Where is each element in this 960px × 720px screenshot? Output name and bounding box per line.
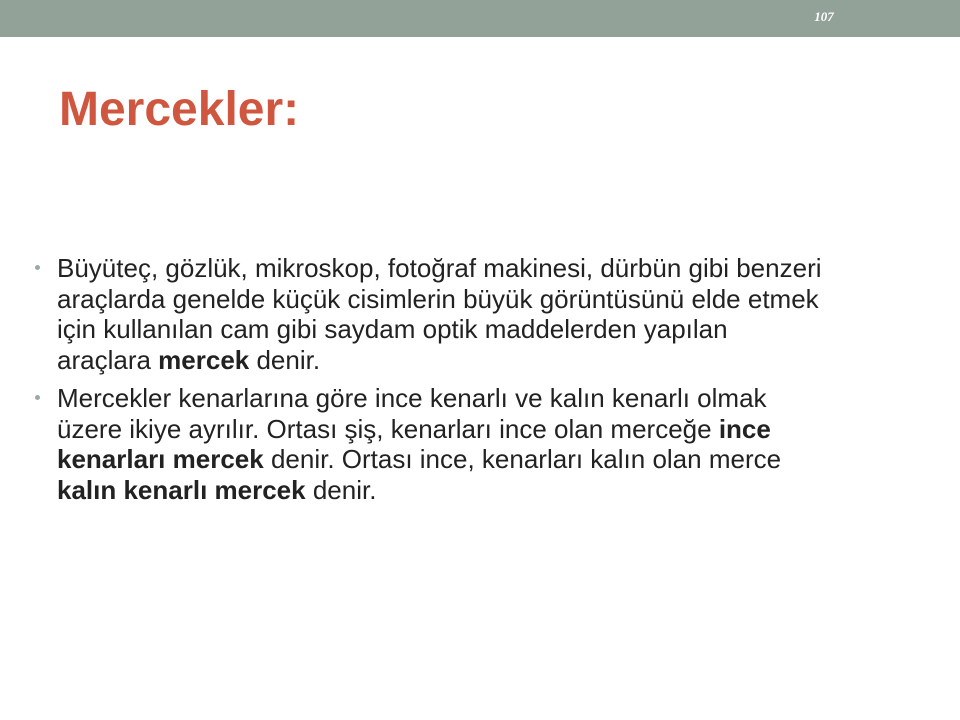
top-bar xyxy=(0,0,960,37)
bullet-item-lens-types xyxy=(34,383,824,505)
bullet-dot-icon xyxy=(35,265,40,270)
bullet-text: denir. Ortası ince, kenarları kalın olan merce xyxy=(263,444,782,474)
bullet-text: Mercekler kenarlarına göre ince kenarlı ve kalın kenarlı olmak üzere ikiye ayrılır. Ortası şiş, kenarları ince olan merceğe xyxy=(57,383,767,444)
bullet-list xyxy=(34,253,824,505)
bullet-item-lens-definition xyxy=(34,253,824,375)
bullet-text: denir. xyxy=(249,344,321,375)
bullet-bold-term: mercek xyxy=(158,344,250,375)
bullet-bold-term: ince kenarları mercek xyxy=(57,413,771,474)
bullet-bold-term: kalın kenarlı mercek xyxy=(57,474,306,505)
slide-number: 107 xyxy=(814,9,834,24)
bullet-dot-icon xyxy=(35,395,40,400)
bullet-text: denir. xyxy=(305,474,377,505)
slide-title: Mercekler: xyxy=(59,83,300,136)
bullet-text: Büyüteç, gözlük, mikroskop, fotoğraf makinesi, dürbün gibi benzeri araçlarda genelde küçük cisimlerin büyük görüntüsünü elde etmek için kullanılan cam gibi saydam optik maddelerden yapılan araçlara xyxy=(57,253,822,375)
